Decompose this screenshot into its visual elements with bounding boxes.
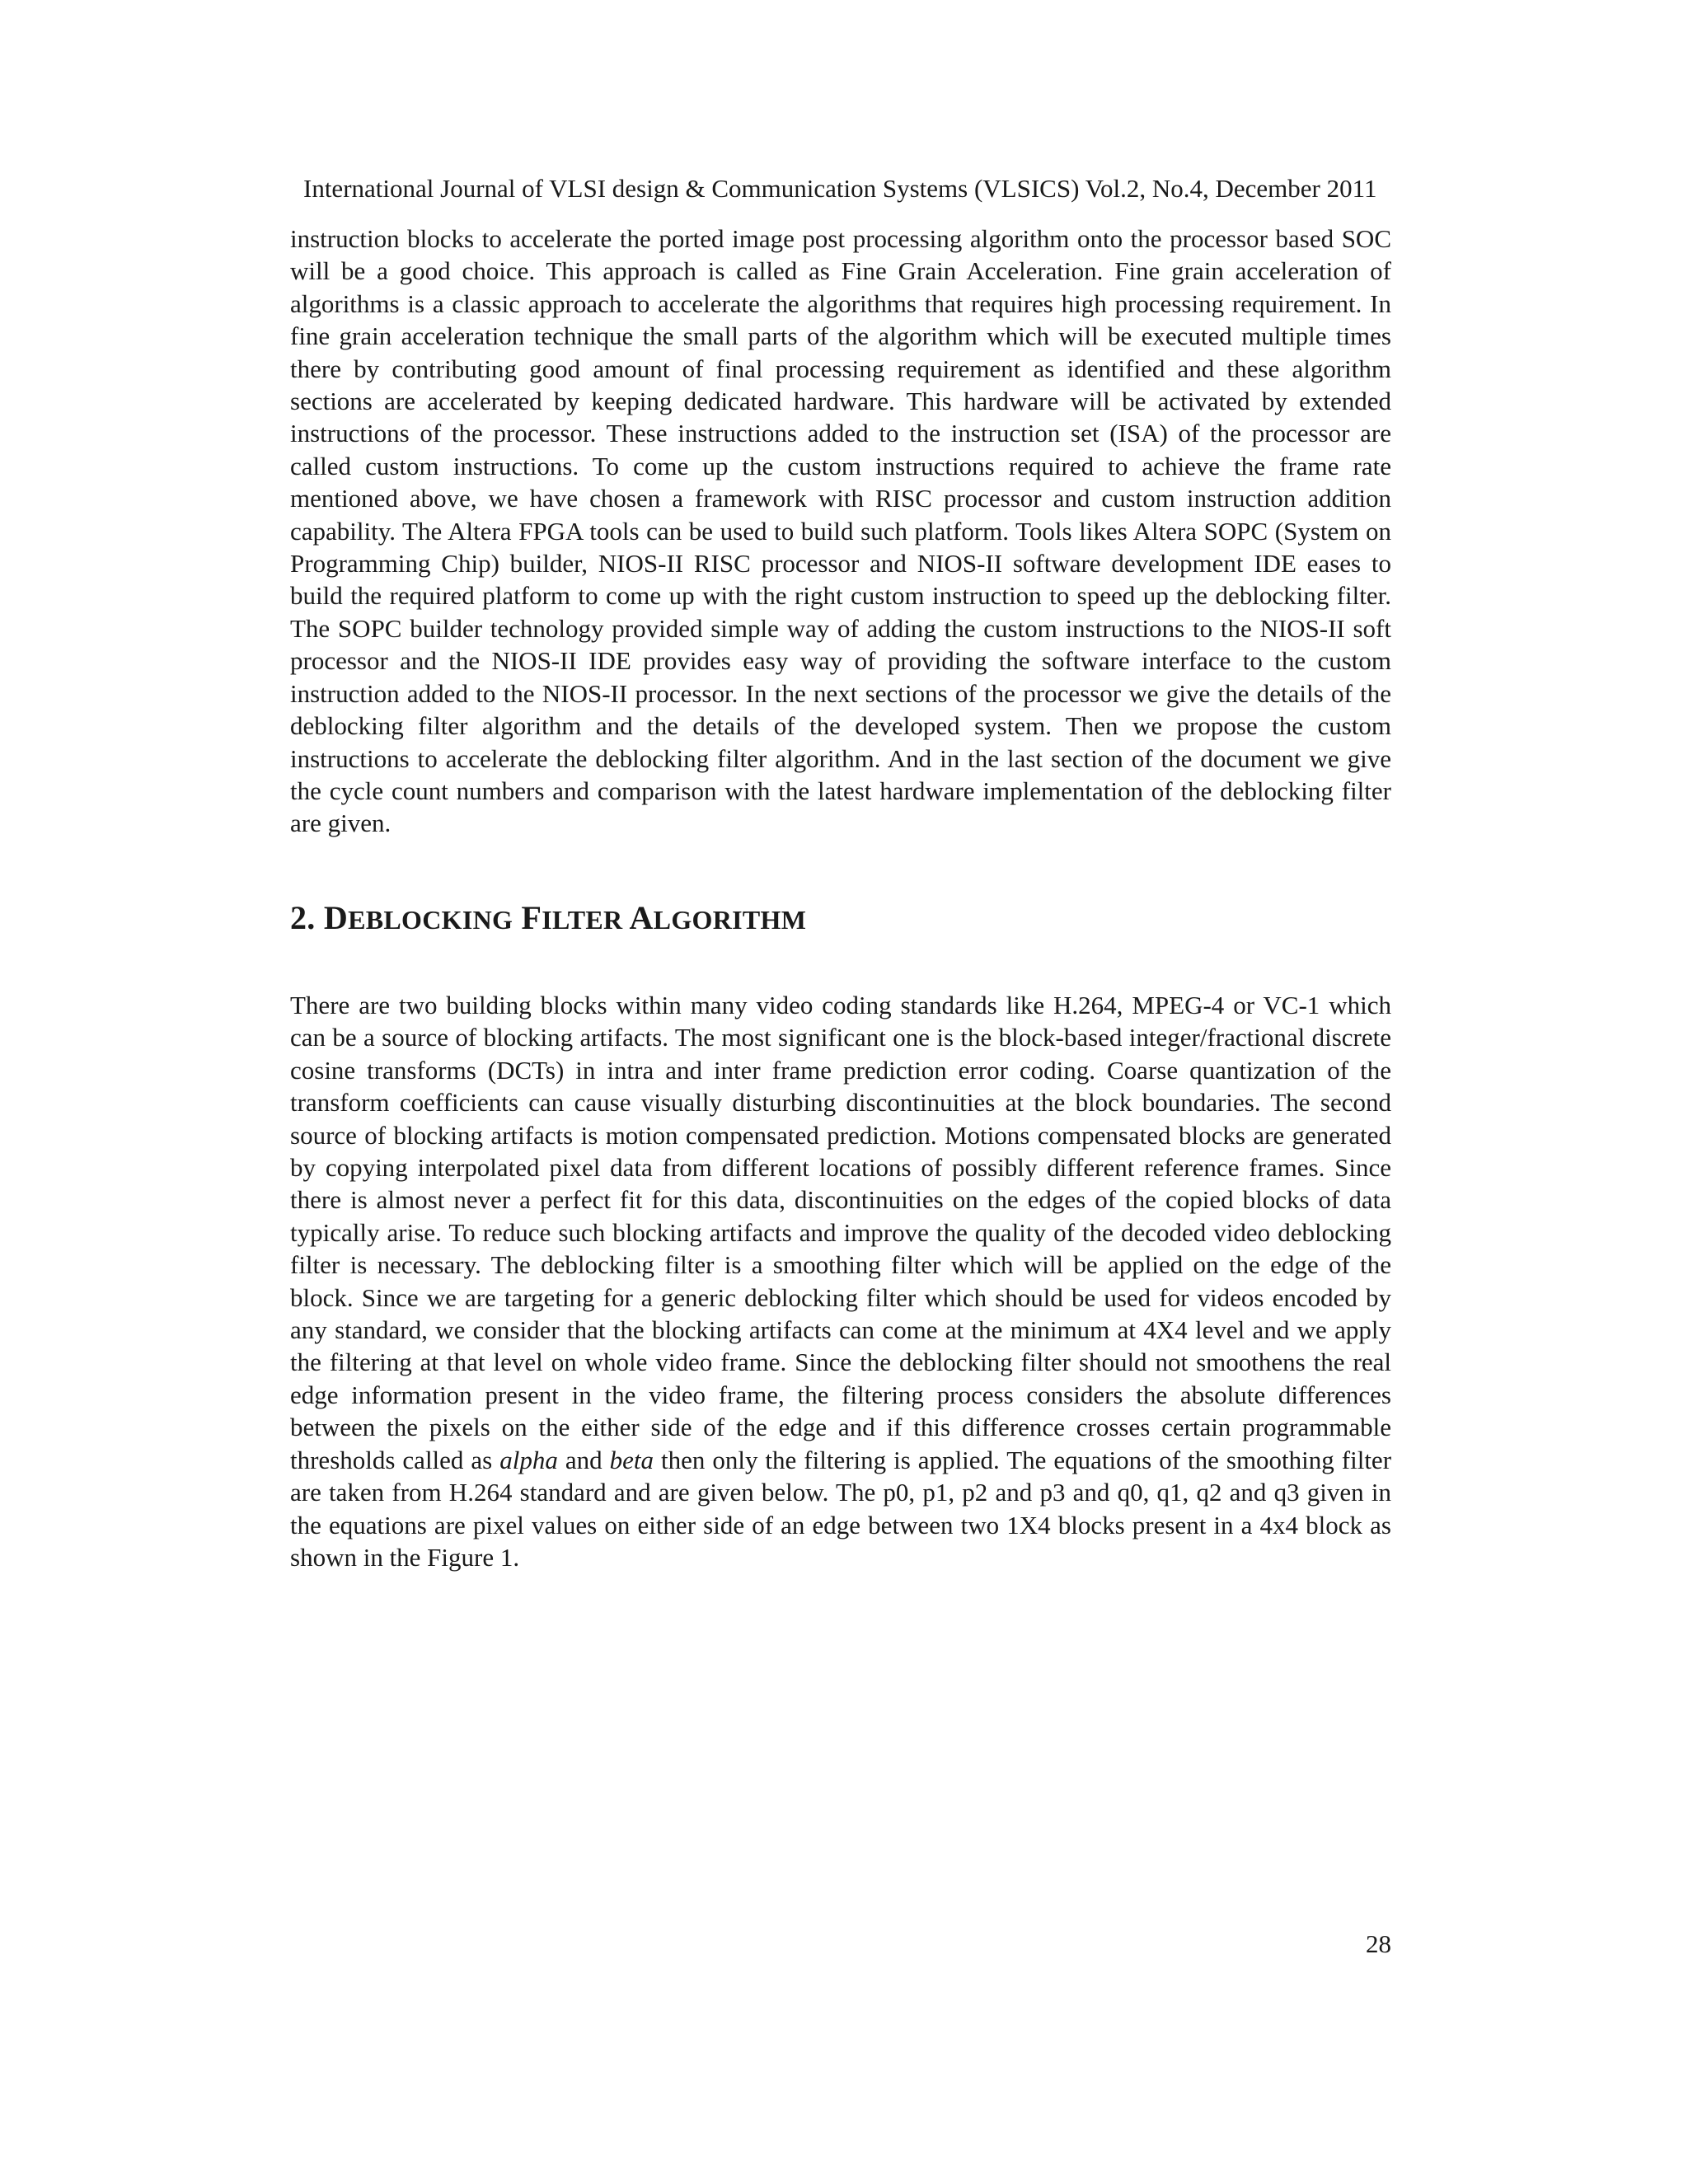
page-number: 28 bbox=[1366, 1929, 1391, 1958]
term-beta: beta bbox=[609, 1445, 654, 1474]
body-paragraph-deblocking: There are two building blocks within many video coding standards like H.264, MPEG-4 or VC-1 which can be a source of blocking artifacts. The most significant one is the block-based integer/fractional discrete cosine transforms (DCTs) in intra and inter frame prediction error coding. Coarse quantization of the transform coefficients can cause visually disturbing discontinuities at the block boundaries. The second source of blocking artifacts is motion compensated prediction. Motions compensated blocks are generated by copying interpolated pixel data from different locations of possibly different reference frames. Since there is almost never a perfect fit for this data, discontinuities on the edges of the copied blocks of data typically arise. To reduce such blocking artifacts and improve the quality of the decoded video deblocking filter is necessary. The deblocking filter is a smoothing filter which will be applied on the edge of the block. Since we are targeting for a generic deblocking filter which should be used for videos encoded by any standard, we consider that the blocking artifacts can come at the minimum at 4X4 level and we apply the filtering at that level on whole video frame. Since the deblocking filter should not smoothens the real edge information present in the video frame, the filtering process considers the absolute differences between the pixels on the either side of the edge and if this difference crosses certain programmable thresholds called as alpha and beta then only the filtering is applied. The equations of the smoothing filter are taken from H.264 standard and are given below. The p0, p1, p2 and p3 and q0, q1, q2 and q3 given in the equations are pixel values on either side of an edge between two 1X4 blocks present in a 4x4 block as shown in the Figure 1. bbox=[290, 991, 1392, 1572]
body-paragraph-intro: instruction blocks to accelerate the ported image post processing algorithm onto the processor based SOC will be a good choice. This approach is called as Fine Grain Acceleration. Fine grain acceleration of algorithms is a classic approach to accelerate the algorithms that requires high processing requirement. In fine grain acceleration technique the small parts of the algorithm which will be executed multiple times there by contributing good amount of final processing requirement as identified and these algorithm sections are accelerated by keeping dedicated hardware. This hardware will be activated by extended instructions of the processor. These instructions added to the instruction set (ISA) of the processor are called custom instructions. To come up the custom instructions required to achieve the frame rate mentioned above, we have chosen a framework with RISC processor and custom instruction addition capability. The Altera FPGA tools can be used to build such platform. Tools likes Altera SOPC (System on Programming Chip) builder, NIOS-II RISC processor and NIOS-II software development IDE eases to build the required platform to come up with the right custom instruction to speed up the deblocking filter. The SOPC builder technology provided simple way of adding the custom instructions to the NIOS-II soft processor and the NIOS-II IDE provides easy way of providing the software interface to the custom instruction added to the NIOS-II processor. In the next sections of the processor we give the details of the deblocking filter algorithm and the details of the developed system. Then we propose the custom instructions to accelerate the deblocking filter algorithm. And in the last section of the document we give the cycle count numbers and comparison with the latest hardware implementation of the deblocking filter are given. bbox=[290, 224, 1391, 838]
term-alpha: alpha bbox=[499, 1445, 558, 1474]
running-header: International Journal of VLSI design & Communication Systems (VLSICS) Vol.2, No.4, December 2011 bbox=[303, 174, 1377, 203]
heading-word-filter: FILTER bbox=[521, 899, 623, 936]
heading-word-deblocking: DEBLOCKING bbox=[323, 899, 513, 936]
section-number: 2. bbox=[290, 899, 316, 936]
section-heading bbox=[290, 898, 806, 937]
heading-word-algorithm: ALGORITHM bbox=[629, 899, 807, 936]
